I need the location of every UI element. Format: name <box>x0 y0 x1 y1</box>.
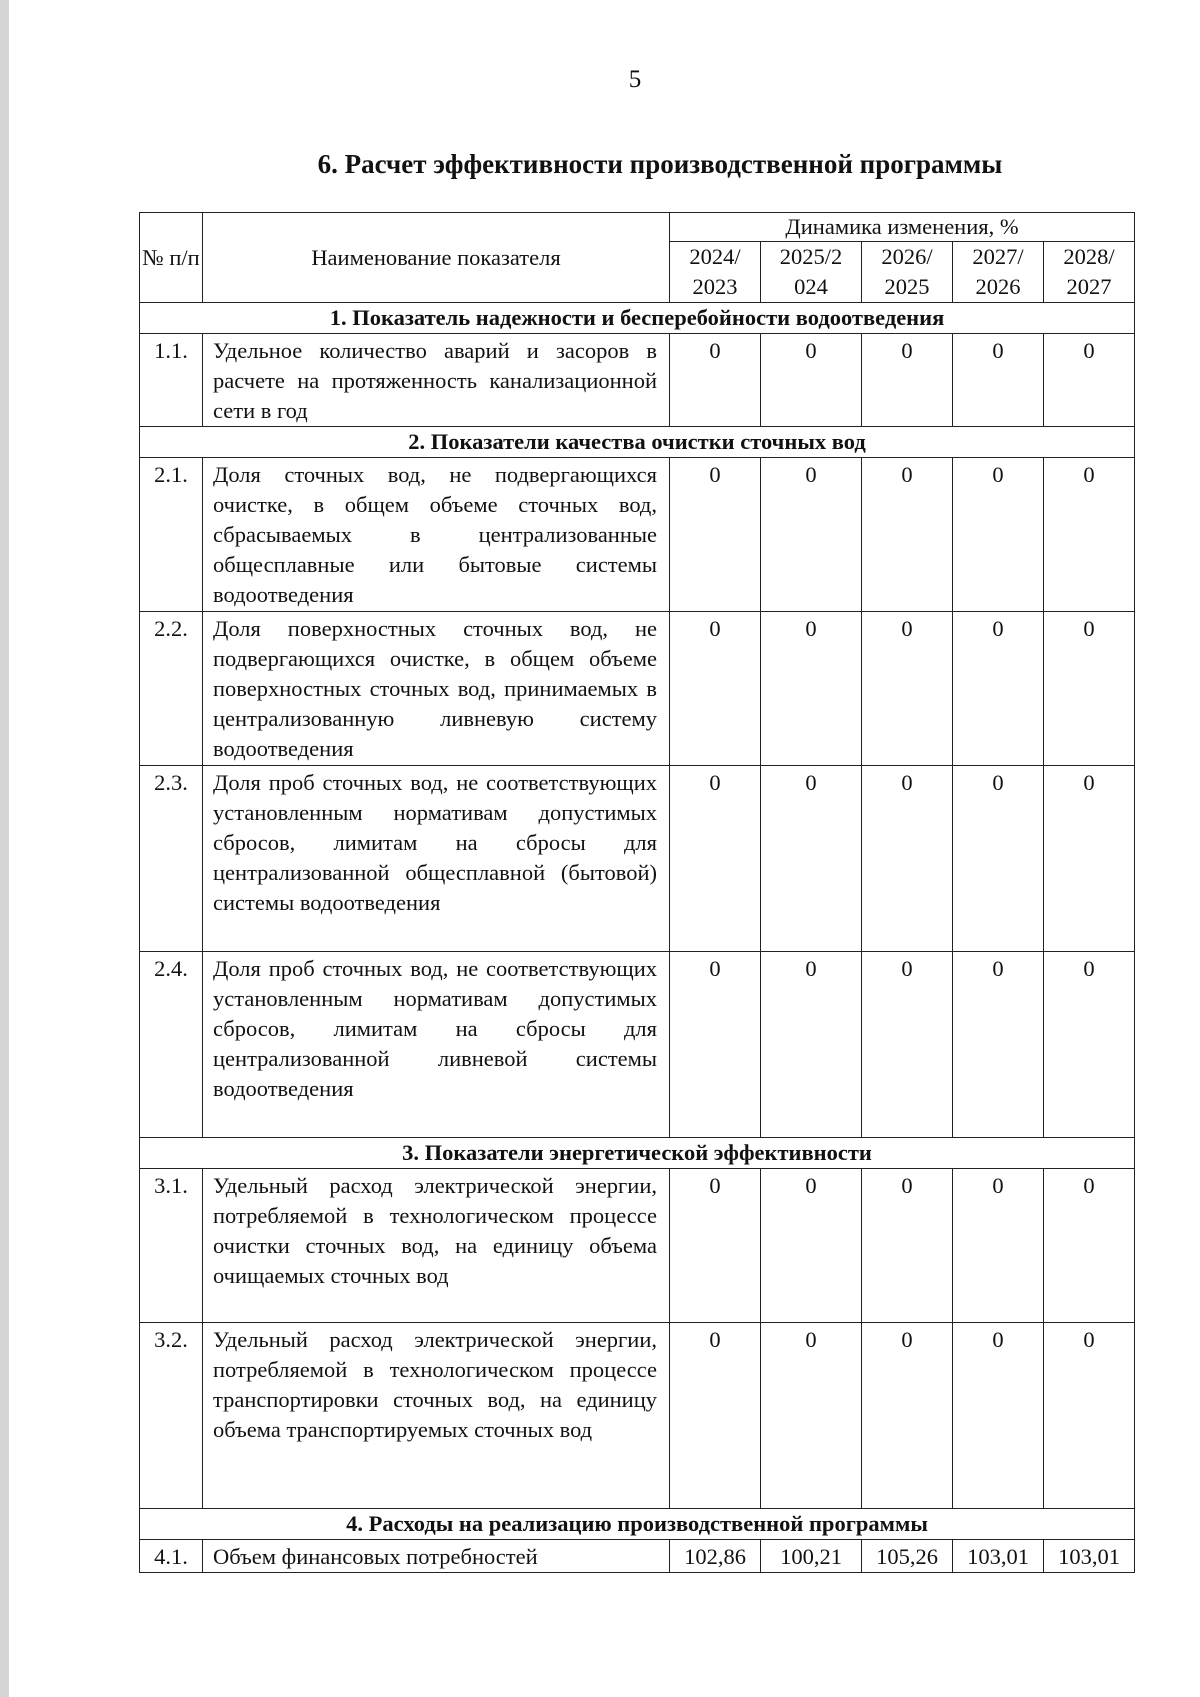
value-cell: 0 <box>862 458 953 612</box>
efficiency-table <box>139 212 1135 1573</box>
row-number: 3.2. <box>140 1323 203 1509</box>
value-cell: 0 <box>1044 766 1135 952</box>
value-cell: 0 <box>953 952 1044 1138</box>
value-cell: 0 <box>862 1169 953 1323</box>
scan-edge <box>0 0 9 1697</box>
row-number: 2.3. <box>140 766 203 952</box>
row-number: 4.1. <box>140 1540 203 1573</box>
value-cell: 0 <box>953 334 1044 427</box>
value-cell: 0 <box>862 952 953 1138</box>
value-cell: 0 <box>670 458 761 612</box>
value-cell: 0 <box>670 766 761 952</box>
value-cell: 0 <box>670 1323 761 1509</box>
value-cell: 0 <box>953 1169 1044 1323</box>
page-number: 5 <box>628 66 642 93</box>
value-cell: 105,26 <box>862 1540 953 1573</box>
indicator-name: Доля сточных вод, не подвергающихся очистке, в общем объеме сточных вод, сбрасываемых в централизованные общесплавные или бытовые системы водоотведения <box>203 458 670 612</box>
page-title: 6. Расчет эффективности производственной программы <box>317 149 1003 179</box>
header-year: 2025/2 024 <box>761 242 862 303</box>
section-row <box>140 303 1135 334</box>
value-cell: 0 <box>761 1169 862 1323</box>
table-row <box>140 1169 1135 1323</box>
section-title: 3. Показатели энергетической эффективности <box>140 1138 1135 1169</box>
value-cell: 103,01 <box>953 1540 1044 1573</box>
value-cell: 0 <box>761 1323 862 1509</box>
section-title: 1. Показатель надежности и бесперебойности водоотведения <box>140 303 1135 334</box>
row-number: 3.1. <box>140 1169 203 1323</box>
value-cell: 100,21 <box>761 1540 862 1573</box>
table-row <box>140 766 1135 952</box>
value-cell: 0 <box>953 612 1044 766</box>
value-cell: 0 <box>862 1323 953 1509</box>
value-cell: 0 <box>761 952 862 1138</box>
value-cell: 0 <box>862 334 953 427</box>
value-cell: 0 <box>1044 612 1135 766</box>
value-cell: 0 <box>1044 1323 1135 1509</box>
value-cell: 102,86 <box>670 1540 761 1573</box>
row-number: 2.2. <box>140 612 203 766</box>
section-row <box>140 1509 1135 1540</box>
value-cell: 0 <box>761 766 862 952</box>
header-num: № п/п <box>140 213 203 303</box>
indicator-name: Доля проб сточных вод, не соответствующих установленным нормативам допустимых сбросов, лимитам на сбросы для централизованной ливневой системы водоотведения <box>203 952 670 1138</box>
table-row <box>140 612 1135 766</box>
value-cell: 0 <box>670 952 761 1138</box>
row-number: 2.4. <box>140 952 203 1138</box>
value-cell: 0 <box>953 1323 1044 1509</box>
header-year: 2027/ 2026 <box>953 242 1044 303</box>
indicator-name: Удельный расход электрической энергии, потребляемой в технологическом процессе транспортировки сточных вод, на единицу объема транспортируемых сточных вод <box>203 1323 670 1509</box>
value-cell: 0 <box>1044 334 1135 427</box>
header-dynamics: Динамика изменения, % <box>670 213 1135 242</box>
value-cell: 0 <box>1044 458 1135 612</box>
value-cell: 0 <box>953 458 1044 612</box>
value-cell: 0 <box>670 334 761 427</box>
table-row <box>140 458 1135 612</box>
section-title: 4. Расходы на реализацию производственной программы <box>140 1509 1135 1540</box>
value-cell: 0 <box>761 458 862 612</box>
value-cell: 0 <box>761 334 862 427</box>
table-row <box>140 952 1135 1138</box>
header-year: 2026/ 2025 <box>862 242 953 303</box>
value-cell: 0 <box>862 766 953 952</box>
indicator-name: Доля поверхностных сточных вод, не подвергающихся очистке, в общем объеме поверхностных сточных вод, принимаемых в централизованную ливневую систему водоотведения <box>203 612 670 766</box>
value-cell: 0 <box>953 766 1044 952</box>
section-row <box>140 427 1135 458</box>
indicator-name: Удельный расход электрической энергии, потребляемой в технологическом процессе очистки сточных вод, на единицу объема очищаемых сточных вод <box>203 1169 670 1323</box>
section-row <box>140 1138 1135 1169</box>
header-name: Наименование показателя <box>203 213 670 303</box>
row-number: 1.1. <box>140 334 203 427</box>
value-cell: 0 <box>670 1169 761 1323</box>
indicator-name: Удельное количество аварий и засоров в расчете на протяженность канализационной сети в год <box>203 334 670 427</box>
header-year: 2024/ 2023 <box>670 242 761 303</box>
value-cell: 0 <box>1044 1169 1135 1323</box>
value-cell: 103,01 <box>1044 1540 1135 1573</box>
section-title: 2. Показатели качества очистки сточных вод <box>140 427 1135 458</box>
indicator-name: Доля проб сточных вод, не соответствующих установленным нормативам допустимых сбросов, лимитам на сбросы для централизованной общесплавной (бытовой) системы водоотведения <box>203 766 670 952</box>
row-number: 2.1. <box>140 458 203 612</box>
value-cell: 0 <box>761 612 862 766</box>
header-row <box>140 213 1135 242</box>
value-cell: 0 <box>670 612 761 766</box>
header-year: 2028/ 2027 <box>1044 242 1135 303</box>
table-row <box>140 1540 1135 1573</box>
table-row <box>140 334 1135 427</box>
table-row <box>140 1323 1135 1509</box>
value-cell: 0 <box>862 612 953 766</box>
indicator-name: Объем финансовых потребностей <box>203 1540 670 1573</box>
value-cell: 0 <box>1044 952 1135 1138</box>
